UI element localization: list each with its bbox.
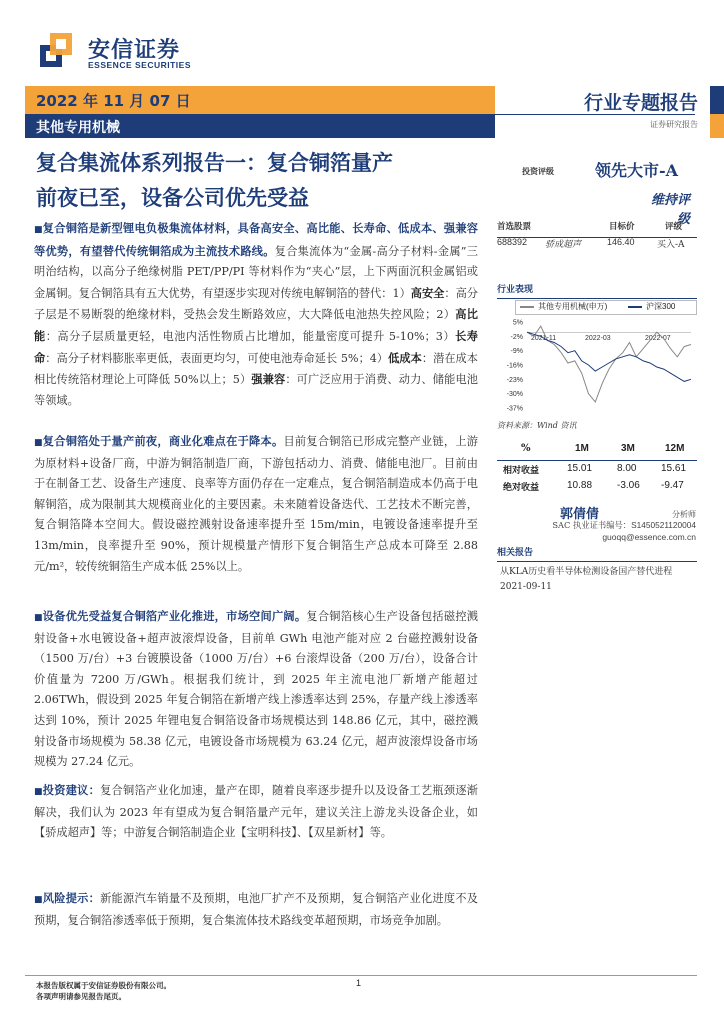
y-tick-label: -16% [506,362,523,370]
perf-cell: 8.00 [617,463,637,474]
analyst-sac [500,519,696,531]
chart-source: 资料来源：Wind 资讯 [497,421,577,430]
y-tick-label: 5% [512,319,523,327]
stock-header-cell: 目标价 [609,222,635,232]
sector-name: 其他专用机械 [36,120,120,136]
brand-name-en: ESSENCE SECURITIES [88,60,191,70]
rating-sub: 维持评级 [650,193,690,227]
perf-row-label: 相对收益 [503,466,540,476]
legend-swatch [520,306,534,308]
stock-target: 146.40 [607,237,635,247]
sac-label: SAC 执业证书编号： [552,520,632,530]
bullet-square-icon: ■ [34,438,43,448]
performance-table [497,443,697,497]
industry-perf-title: 行业表现 [497,282,697,299]
rating-value: 领先大市-A [595,161,679,180]
stock-name: 骄成超声 [545,240,582,250]
chart-legend [515,300,697,315]
perf-cell: -3.06 [617,480,640,491]
perf-header-cell: 3M [621,443,635,454]
report-date: 2022 年 11 月 07 日 [36,92,191,110]
report-title [36,145,496,215]
paragraph-lead: 设备优先受益复合铜箔产业化推进，市场空间广阔。 [42,609,307,623]
y-tick-label: -37% [506,405,523,413]
y-tick-label: -9% [510,348,523,356]
emphasis-term: 长寿命 [34,328,478,365]
stock-table-header [497,220,697,238]
side-tab-blue [710,86,724,114]
legend-label: 沪深300 [646,302,676,311]
perf-row [497,463,697,480]
essence-logo-icon [40,33,74,67]
emphasis-term: 高安全 [410,285,445,300]
footer-disclaimer: 各项声明请参见报告尾页。 [36,992,126,1001]
y-tick-label: -30% [506,391,523,399]
bullet-square-icon: ■ [34,787,43,797]
perf-cell: -9.47 [661,480,684,491]
paragraph: ■复合铜箔处于量产前夜，商业化难点在于降本。目前复合铜箔已形成完整产业链，上游为原材料+设备厂商，中游为铜箔制造厂商，下游包括动力、消费、储能电池厂。目前由于在制备工艺、设备生产速度、良率等方面仍存在一定难点，复合铜箔制造成本仍高于电解铜箔，成为限制其大规模商业化的主要因素。未来随着设备迭代、工艺技术不断完善，复合铜箔降本空间大。假设磁控溅射设备速率提升至 15m/min，电镀设备速率提升至 13m/min，良率提升至 90%，预计规模量产情形下复合铜箔生产总成本可降至 2.88 元/m²，较传统铜箔生产成本低 25%以上。 [34,434,478,573]
perf-header-row [497,443,697,461]
analyst-name: 郭倩倩 [560,507,600,522]
bullet-square-icon: ■ [34,225,43,235]
report-subtype: 证券研究报告 [650,120,698,129]
bullet-square-icon: ■ [34,613,43,623]
report-type: 行业专题报告 [583,92,698,114]
page-number: 1 [356,978,362,988]
emphasis-term: 强兼容 [251,372,286,387]
brand-name-cn: 安信证券 [88,38,181,63]
perf-header-cell: % [521,443,531,454]
x-tick-label: 2022-03 [585,335,611,343]
emphasis-term: 高比能 [34,307,478,343]
paragraph-lead: 投资建议： [42,783,101,797]
y-tick-label: -2% [510,333,523,341]
x-tick-label: 2021-11 [531,335,557,343]
perf-header-cell: 12M [665,443,685,454]
related-reports-title: 相关报告 [497,545,697,562]
perf-cell: 15.01 [567,463,593,474]
paragraph: ■投资建议：复合铜箔产业化加速，量产在即，随着良率逐步提升以及设备工艺瓶颈逐渐解决，我们认为 2023 年有望成为复合铜箔量产元年，建议关注上游龙头设备企业，如【骄成超声】等；中游复合铜箔制造企业【宝明科技】、【双星新材】等。 [34,783,478,840]
sac-number: S1450521120004 [631,520,696,530]
legend-swatch [628,306,642,308]
y-tick-label: -23% [506,376,523,384]
perf-cell: 15.61 [661,463,687,474]
stock-code: 688392 [497,237,528,247]
rating-label: 投资评级 [522,166,554,176]
perf-cell: 10.88 [567,480,593,491]
paragraph-lead: 复合铜箔是新型锂电负极集流体材料，具备高安全、高比能、长寿命、低成本、强兼容等优势，有望替代传统铜箔成为主流技术路线。 [34,221,478,258]
perf-header-cell: 1M [575,443,589,454]
emphasis-term: 低成本 [388,350,422,365]
paragraph: ■复合铜箔是新型锂电负极集流体材料，具备高安全、高比能、长寿命、低成本、强兼容等优势，有望替代传统铜箔成为主流技术路线。复合集流体为“金属-高分子材料-金属”三明治结构，以高分子绝缘树脂 PET/PP/PI 等材料作为“夹心”层，上下两面沉积金属铝或金属铜。复合铜箔具有五大优势，有望逐步实现对传统电解铜箔的替代：1）高安全：高分子层是不易断裂的绝缘材料，受热会发生断路效应，大大降低电池热失控风险；2）高比能：高分子层质量更轻，电池内活性物质占比增加，能量密度可提升 5-10%；3）长寿命：高分子材料膨胀率更低，表面更均匀，可使电池寿命延长 5%；4）低成本：潜在成本相比传统箔材理论上可降低 50%以上；5）强兼容：可广泛应用于消费、动力、储能电池等领域。 [34,221,478,407]
bullet-square-icon: ■ [34,895,43,905]
side-tab-orange [710,114,724,138]
paragraph-lead: 复合铜箔处于量产前夜，商业化难点在于降本。 [42,434,284,448]
stock-header-cell: 首选股票 [497,222,532,232]
footer-copyright: 本报告版权属于安信证券股份有限公司。 [36,981,171,990]
x-tick-label: 2022-07 [645,335,671,343]
analyst-role: 分析师 [672,510,696,519]
paragraph: ■风险提示：新能源汽车销量不及预期，电池厂扩产不及预期，复合铜箔产业化进度不及预期，复合铜箔渗透率低于预期，复合集流体技术路线变革超预期，市场竞争加剧。 [34,891,478,927]
title-line: 前夜已至，设备公司优先受益 [36,185,309,210]
stock-header-cell: 评级 [665,222,683,232]
legend-label: 其他专用机械(申万) [538,302,608,311]
paragraph-lead: 风险提示： [42,891,101,905]
paragraph: ■设备优先受益复合铜箔产业化推进，市场空间广阔。复合铜箔核心生产设备包括磁控溅射设备+水电镀设备+超声波滚焊设备，目前单 GWh 电池产能对应 2 台磁控溅射设备（1500 万/台）+3 台镀膜设备（1000 万/台）+6 台滚焊设备（200 万/台），设备合计价值量为 7200 万/GWh。根据我们统计，到 2025 年主流电池厂新增产能超过 2.06TWh，假设到 2025 年复合铜箔在新增产线上渗透率达到 25%，存量产线上渗透率达到 10%，预计 2025 年锂电复合铜箔设备市场规模达到 148.86 亿元，其中，磁控溅射设备市场规模为 58.38 亿元，电镀设备市场规模为 63.24 亿元，超声波滚焊设备市场规模为 27.24 亿元。 [34,609,478,769]
industry-performance-chart [497,316,697,416]
stock-rating: 买入-A [657,240,685,250]
title-line: 复合集流体系列报告一：复合铜箔量产 [36,150,393,175]
related-report-link[interactable]: 从KLA历史看半导体检测设备国产替代进程 2021-09-11 [500,567,673,592]
perf-row-label: 绝对收益 [503,483,540,493]
perf-row [497,480,697,497]
footer-divider [25,975,697,976]
analyst-email[interactable]: guoqq@essence.com.cn [602,532,696,542]
